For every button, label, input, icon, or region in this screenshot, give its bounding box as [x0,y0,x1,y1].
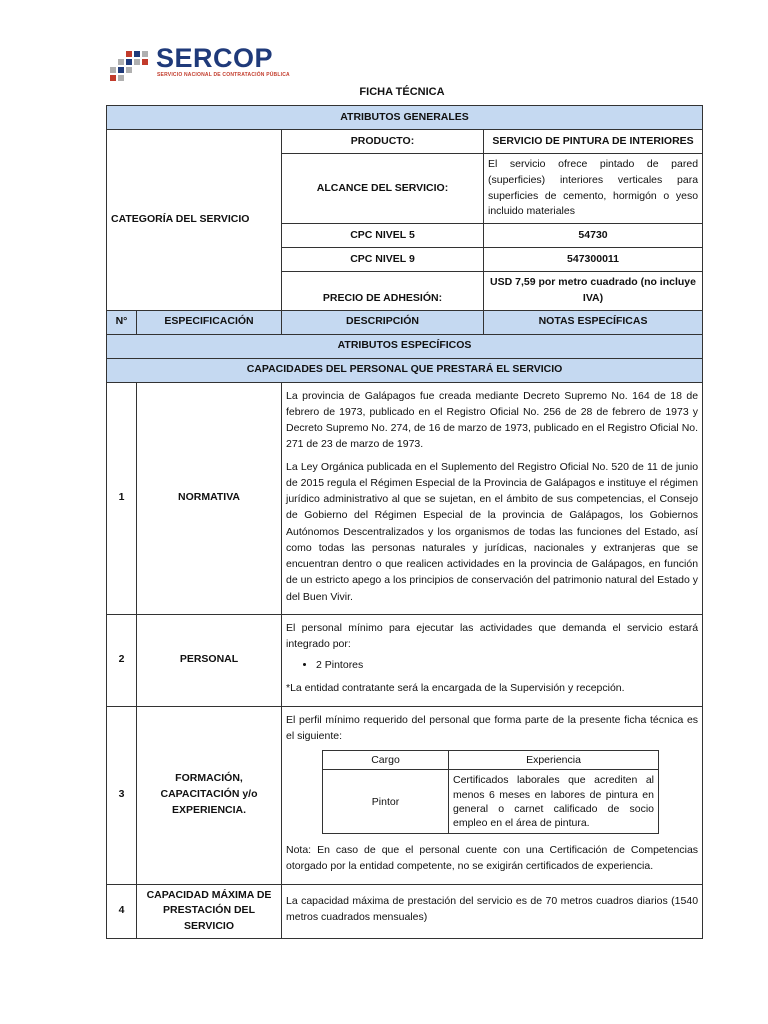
capacities-header: CAPACIDADES DEL PERSONAL QUE PRESTARÁ EL SERVICIO [107,358,703,382]
cpc5-value: 54730 [484,224,703,248]
product-value: SERVICIO DE PINTURA DE INTERIORES [484,130,703,154]
row-number: 2 [107,614,137,706]
scope-label: ALCANCE DEL SERVICIO: [282,154,484,224]
table-row [107,614,703,706]
list-item: • 2 Pintores [316,658,698,674]
general-attributes-header: ATRIBUTOS GENERALES [107,106,703,130]
row-number: 4 [107,884,137,938]
row-description [282,382,703,614]
profile-header-experience: Experiencia [449,751,659,770]
row-description [282,884,703,938]
cpc5-label: CPC NIVEL 5 [282,224,484,248]
cpc9-value: 547300011 [484,248,703,272]
product-label: PRODUCTO: [282,130,484,154]
capacity-paragraph: La capacidad máxima de prestación del servicio es de 70 metros cuadros diarios (1540 metros cuadrados mensuales) [286,895,699,924]
column-notes: NOTAS ESPECÍFICAS [484,310,703,334]
column-description: DESCRIPCIÓN [282,310,484,334]
row-specification: PERSONAL [137,614,282,706]
column-number: N° [107,310,137,334]
scope-value: El servicio ofrece pintado de pared (superficies) interiores verticales para superficies de cemento, hormigón o yeso incluido materiales [484,154,703,224]
cpc9-label: CPC NIVEL 9 [282,248,484,272]
price-label: PRECIO DE ADHESIÓN: [282,272,484,311]
row-specification: NORMATIVA [137,382,282,614]
row-description [282,706,703,884]
row-specification: CAPACIDAD MÁXIMA DE PRESTACIÓN DEL SERVICIO [137,884,282,938]
category-label: CATEGORÍA DEL SERVICIO [107,130,282,311]
row-specification: FORMACIÓN, CAPACITACIÓN y/o EXPERIENCIA. [137,706,282,884]
normativa-paragraph-2: La Ley Orgánica publicada en el Suplemento del Registro Oficial No. 520 de 11 de junio de 2015 regula el Régimen Especial de la Provincia de Galápagos e instituye el régimen jurídico administrativo al que se sujetan, en el ámbito de sus competencias, el Consejo de Gobierno del Régimen Especial de la provincia de Galápagos, los Gobiernos Autónomos Descentralizados y los organismos de todas las funciones del Estado, así como todas las personas naturales y jurídicas, nacionales y extranjeras que se encuentran dentro o que realicen actividades en la provincia de Galápagos, en función de un estricto apego a los principios de conservación del patrimonio natural del Estado y del Buen Vivir. [286,460,699,603]
training-note: Nota: En caso de que el personal cuente con una Certificación de Competencias otorgado por la entidad competente, no se exigirán certificados de experiencia. [286,844,699,873]
profile-table [322,750,659,834]
table-row [107,706,703,884]
sercop-logo [108,45,288,87]
table-row [107,382,703,614]
row-number: 1 [107,382,137,614]
profile-cargo: Pintor [323,770,449,834]
table-row [107,884,703,938]
price-value: USD 7,59 por metro cuadrado (no incluye IVA) [484,272,703,311]
personal-paragraph-2: *La entidad contratante será la encargada de la Supervisión y recepción. [286,682,625,695]
technical-sheet-table [106,105,703,939]
profile-experience: Certificados laborales que acrediten al menos 6 meses en labores de pintura en general o carnet calificado de socio empleo en el área de pintura. [449,770,659,834]
profile-header-cargo: Cargo [323,751,449,770]
normativa-paragraph-1: La provincia de Galápagos fue creada mediante Decreto Supremo No. 164 de 18 de febrero de 1973, publicado en el Registro Oficial No. 256 de 28 de febrero de 1973 y Decreto Supremo No. 274, de 16 de marzo de 1973, publicado en el Registro Oficial No. 271 de 23 de marzo de 1973. [286,389,699,451]
specific-attributes-header: ATRIBUTOS ESPECÍFICOS [107,334,703,358]
personal-paragraph-1: El personal mínimo para ejecutar las actividades que demanda el servicio estará integrado por: [286,621,699,651]
document-title: FICHA TÉCNICA [359,86,445,98]
logo-wordmark: SERCOP [156,43,274,73]
column-specification: ESPECIFICACIÓN [137,310,282,334]
personal-list [286,658,698,674]
row-description [282,614,703,706]
training-paragraph-1: El perfil mínimo requerido del personal que forma parte de la presente ficha técnica es el siguiente: [286,713,699,742]
row-number: 3 [107,706,137,884]
logo-subtitle: SERVICIO NACIONAL DE CONTRATACIÓN PÚBLICA [157,72,290,78]
sercop-logo-mark-icon [108,45,154,85]
